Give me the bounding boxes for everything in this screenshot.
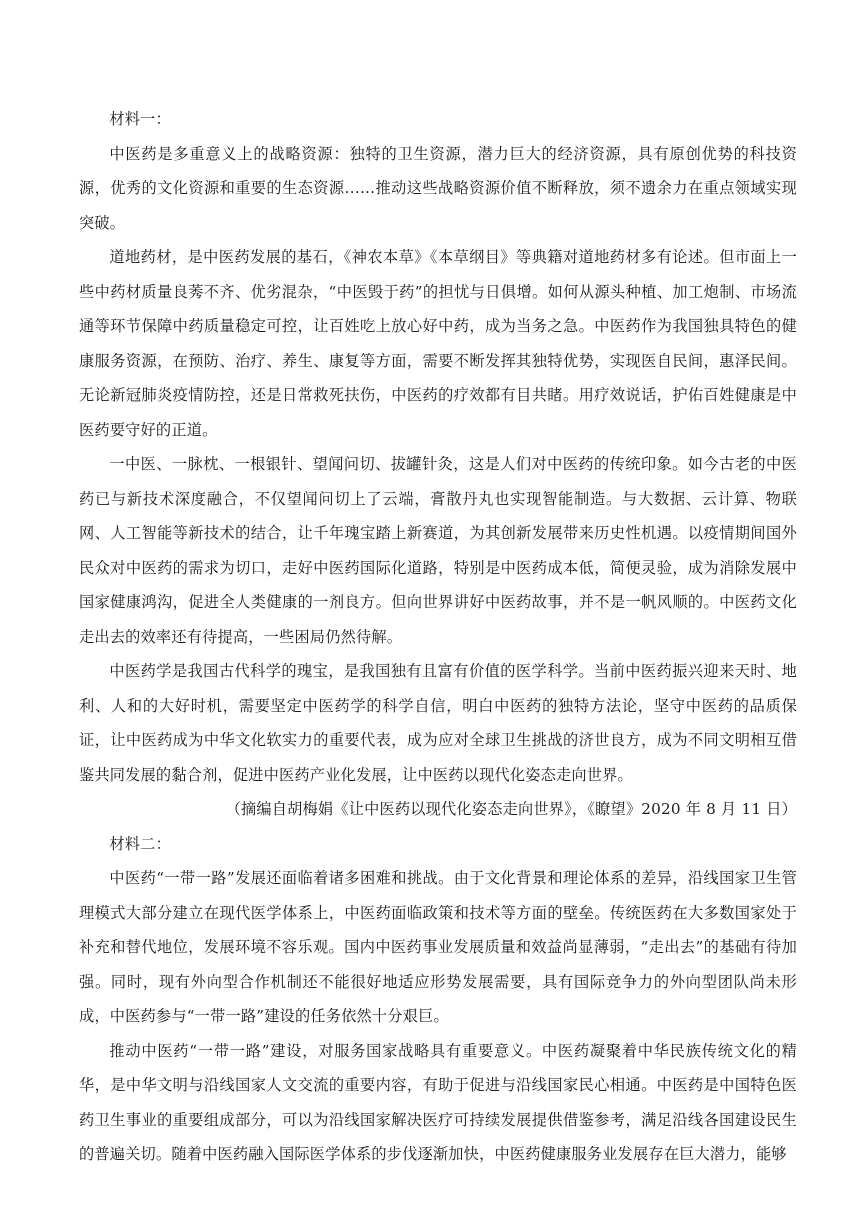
material-one-paragraph-3: 一中医、一脉枕、一根银针、望闻问切、拔罐针灸，这是人们对中医药的传统印象。如今古老的中医药已与新技术深度融合，不仅望闻问切上了云端，膏散丹丸也实现智能制造。与大数据、云计算、物联网、人工智能等新技术的结合，让千年瑰宝踏上新赛道，为其创新发展带来历史性机遇。以疫情期间国外民众对中医药的需求为切口，走好中医药国际化道路，特别是中医药成本低，简便灵验，成为消除发展中国家健康鸿沟，促进全人类健康的一剂良方。但向世界讲好中医药故事，并不是一帆风顺的。中医药文化走出去的效率还有待提高，一些困局仍然待解。: [79, 455, 797, 646]
material-one-paragraph-2: 道地药材，是中医药发展的基石，《神农本草》《本草纲目》等典籍对道地药材多有论述。但市面上一些中药材质量良莠不齐、优劣混杂，“中医毁于药”的担忧与日俱增。如何从源头种植、加工炮制、市场流通等环节保障中药质量稳定可控，让百姓吃上放心好中药，成为当务之急。中医药作为我国独具特色的健康服务资源，在预防、治疗、养生、康复等方面，需要不断发挥其独特优势，实现医自民间，惠泽民间。无论新冠肺炎疫情防控，还是日常救死扶伤，中医药的疗效都有目共睹。用疗效说话，护佑百姓健康是中医药要守好的正道。: [79, 248, 797, 439]
material-two-paragraph-2: 推动中医药“一带一路”建设，对服务国家战略具有重要意义。中医药凝聚着中华民族传统文化的精华，是中华文明与沿线国家人文交流的重要内容，有助于促进与沿线国家民心相通。中医药是中国特色医药卫生事业的重要组成部分，可以为沿线国家解决医疗可持续发展提供借鉴参考，满足沿线各国建设民生的普遍关切。随着中医药融入国际医学体系的步伐逐渐加快，中医药健康服务业发展存在巨大潜力，能够: [79, 1041, 797, 1163]
material-one-paragraph-4: 中医药学是我国古代科学的瑰宝，是我国独有且富有价值的医学科学。当前中医药振兴迎来天时、地利、人和的大好时机，需要坚定中医药学的科学自信，明白中医药的独特方法论，坚守中医药的品质保证，让中医药成为中华文化软实力的重要代表，成为应对全球卫生挑战的济世良方，成为不同文明相互借鉴共同发展的黏合剂，促进中医药产业化发展，让中医药以现代化姿态走向世界。: [79, 662, 797, 784]
material-one-source-citation: （摘编自胡梅娟《让中医药以现代化姿态走向世界》，《瞭望》2020 年 8 月 11 日）: [225, 800, 797, 818]
material-two-paragraph-1: 中医药“一带一路”发展还面临着诸多困难和挑战。由于文化背景和理论体系的差异，沿线国家卫生管理模式大部分建立在现代医学体系上，中医药面临政策和技术等方面的壁垒。传统医药在大多数国家处于补充和替代地位，发展环境不容乐观。国内中医药事业发展质量和效益尚显薄弱，“走出去”的基础有待加强。同时，现有外向型合作机制还不能很好地适应形势发展需要，具有国际竞争力的外向型团队尚未形成，中医药参与“一带一路”建设的任务依然十分艰巨。: [79, 869, 797, 1025]
material-one-paragraph-1: 中医药是多重意义上的战略资源：独特的卫生资源，潜力巨大的经济资源，具有原创优势的科技资源，优秀的文化资源和重要的生态资源……推动这些战略资源价值不断释放，须不遗余力在重点领域实现突破。: [79, 144, 797, 232]
material-one-heading: 材料一：: [109, 110, 171, 128]
document-page: [79, 102, 797, 1172]
material-two-heading: 材料二：: [109, 834, 171, 853]
